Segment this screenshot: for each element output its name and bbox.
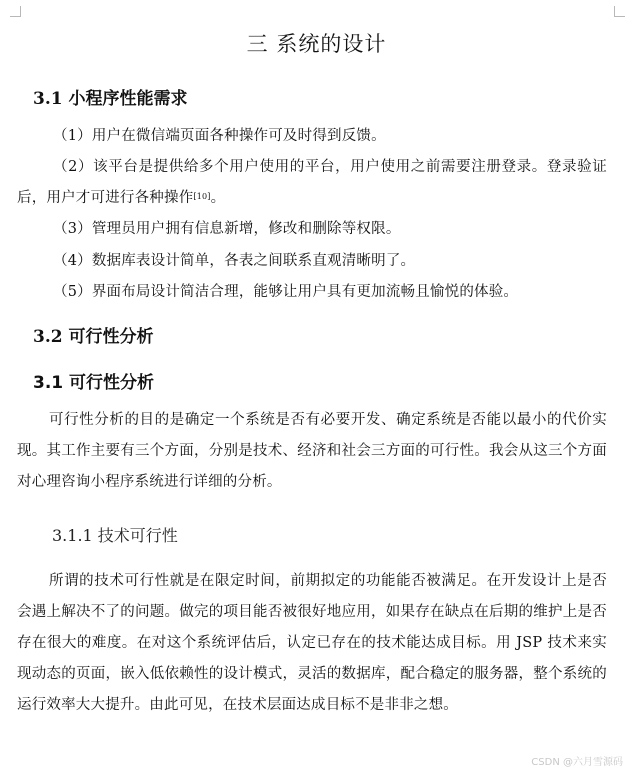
subsection-heading-feasibility: 3.1 可行性分析 (33, 373, 155, 393)
requirement-item-3: （3）管理员用户拥有信息新增，修改和删除等权限。 (53, 221, 401, 237)
watermark: CSDN @六月雪源码 (531, 757, 623, 768)
requirement-item-2 (17, 152, 607, 214)
feasibility-paragraph: 可行性分析的目的是确定一个系统是否有必要开发、确定系统是否能以最小的代价实现。其工作主要有三个方面，分别是技术、经济和社会三方面的可行性。我会从这三个方面对心理咨询小程序系统进行详细的分析。 (17, 412, 607, 490)
crop-mark-top-right (614, 6, 625, 17)
section-heading-feasibility: 3.2 可行性分析 (33, 327, 154, 347)
technical-paragraph: 所谓的技术可行性就是在限定时间，前期拟定的功能能否被满足。在开发设计上是否会遇上解决不了的问题。做完的项目能否被很好地应用，如果存在缺点在后期的维护上是否存在很大的难度。在对这个系统评估后，认定已存在的技术能达成目标。用 JSP 技术来实现动态的页面，嵌入低依赖性的设计模式，灵活的数据库，配合稳定的服务器，整个系统的运行效率大大提升。由此可见，在技术层面达成目标不是非非之想。 (17, 573, 607, 713)
requirement-item-1: （1）用户在微信端页面各种操作可及时得到反馈。 (53, 128, 386, 144)
requirement-item-4: （4）数据库表设计简单，各表之间联系直观清晰明了。 (53, 253, 416, 269)
crop-mark-top-left (10, 6, 21, 17)
chapter-title: 三 系统的设计 (246, 32, 387, 56)
subsection-heading-technical: 3.1.1 技术可行性 (52, 526, 178, 545)
requirement-item-2-text: （2）该平台是提供给多个用户使用的平台，用户使用之前需要注册登录。登录验证后，用户才可进行各种操作 (17, 159, 607, 206)
requirement-item-2-end: 。 (210, 190, 226, 206)
requirement-item-5: （5）界面布局设计简洁合理，能够让用户具有更加流畅且愉悦的体验。 (53, 284, 519, 300)
citation-marker: [10] (193, 192, 211, 201)
section-heading-performance: 3.1 小程序性能需求 (33, 89, 188, 109)
